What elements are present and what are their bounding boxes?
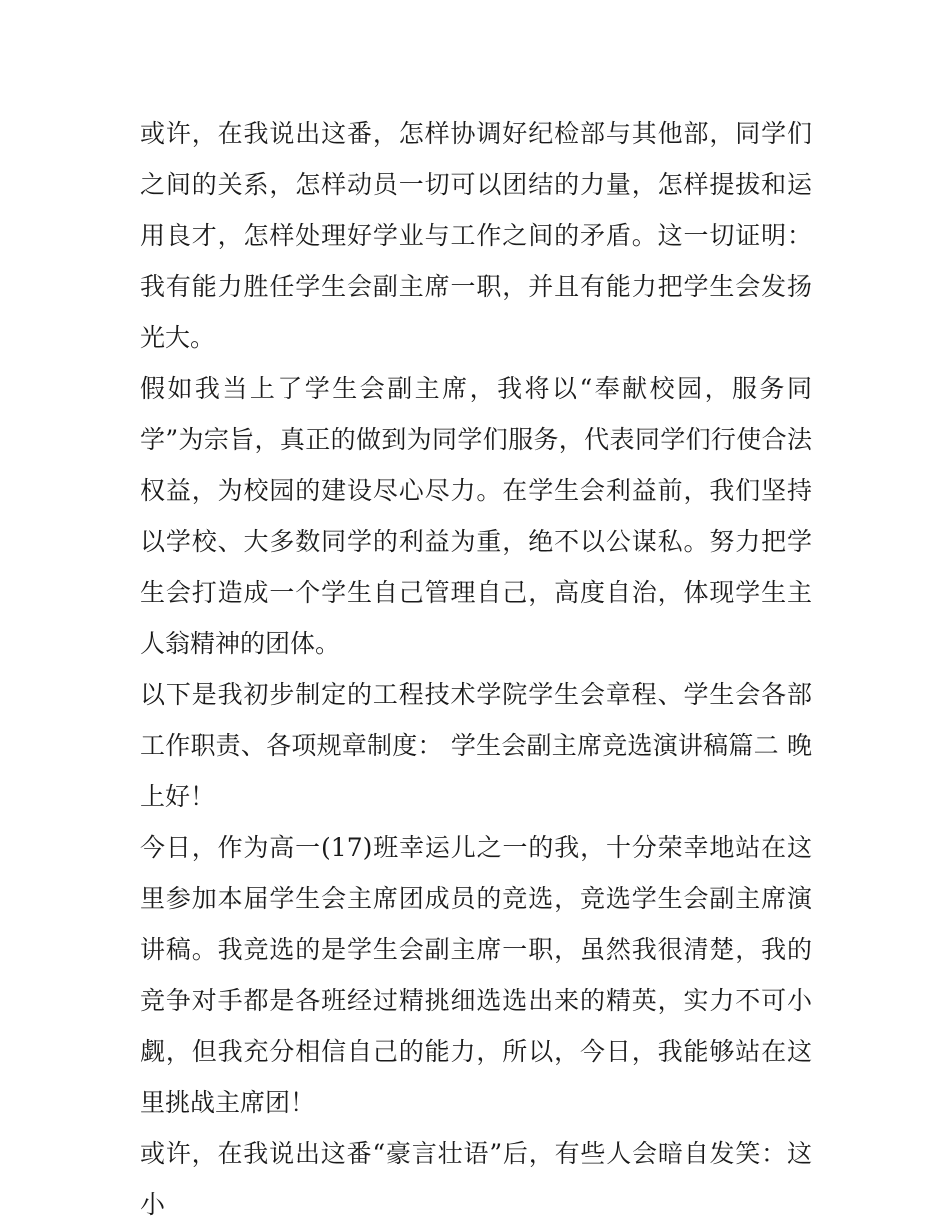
paragraph-5: 或许，在我说出这番“豪言壮语”后，有些人会暗自发笑：这小	[140, 1139, 812, 1219]
paragraph-4: 今日，作为高一(17)班幸运儿之一的我，十分荣幸地站在这里参加本届学生会主席团成员的竞选，竞选学生会副主席演讲稿。我竞选的是学生会副主席一职，虽然我很清楚，我的竞争对手都是各班经过精挑细选选出来的精英，实力不可小觑，但我充分相信自己的能力，所以，今日，我能够站在这里挑战主席团！	[140, 833, 812, 1117]
document-body	[140, 108, 812, 1230]
paragraph-1: 或许，在我说出这番，怎样协调好纪检部与其他部，同学们之间的关系，怎样动员一切可以团结的力量，怎样提拔和运用良才，怎样处理好学业与工作之间的矛盾。这一切证明：我有能力胜任学生会副主席一职，并且有能力把学生会发扬光大。	[140, 119, 812, 352]
paragraph-3: 以下是我初步制定的工程技术学院学生会章程、学生会各部工作职责、各项规章制度： 学生会副主席竞选演讲稿篇二 晚上好！	[140, 680, 812, 811]
paragraph-2: 假如我当上了学生会副主席，我将以“奉献校园，服务同学”为宗旨，真正的做到为同学们服务，代表同学们行使合法权益，为校园的建设尽心尽力。在学生会利益前，我们坚持以学校、大多数同学的利益为重，绝不以公谋私。努力把学生会打造成一个学生自己管理自己，高度自治，体现学生主人翁精神的团体。	[140, 374, 812, 658]
